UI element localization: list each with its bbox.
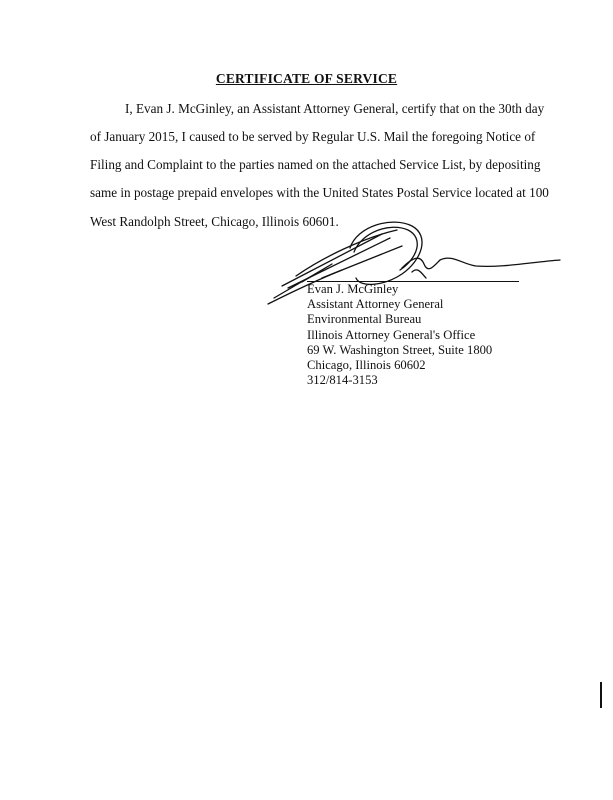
signer-city: Chicago, Illinois 60602 (307, 358, 426, 373)
signer-title: Assistant Attorney General (307, 297, 444, 312)
document-title: CERTIFICATE OF SERVICE (215, 71, 398, 86)
body-line-1: I, Evan J. McGinley, an Assistant Attorney General, certify that on the 30th day (125, 101, 545, 116)
signer-street: 69 W. Washington Street, Suite 1800 (307, 342, 493, 357)
body-line-5: West Randolph Street, Chicago, Illinois 60601. (90, 214, 339, 229)
signer-phone: 312/814-3153 (307, 373, 378, 388)
body-line-4: same in postage prepaid envelopes with the United States Postal Service located at 100 (90, 185, 549, 200)
body-line-3: Filing and Complaint to the parties named on the attached Service List, by depositing (90, 157, 541, 172)
signer-office: Illinois Attorney General's Office (307, 327, 476, 342)
signer-bureau: Environmental Bureau (307, 312, 422, 327)
signer-name: Evan J. McGinley (307, 282, 399, 296)
signature-block (307, 282, 492, 388)
margin-mark (600, 682, 602, 708)
body-line-2: of January 2015, I caused to be served by Regular U.S. Mail the foregoing Notice of (90, 129, 536, 144)
